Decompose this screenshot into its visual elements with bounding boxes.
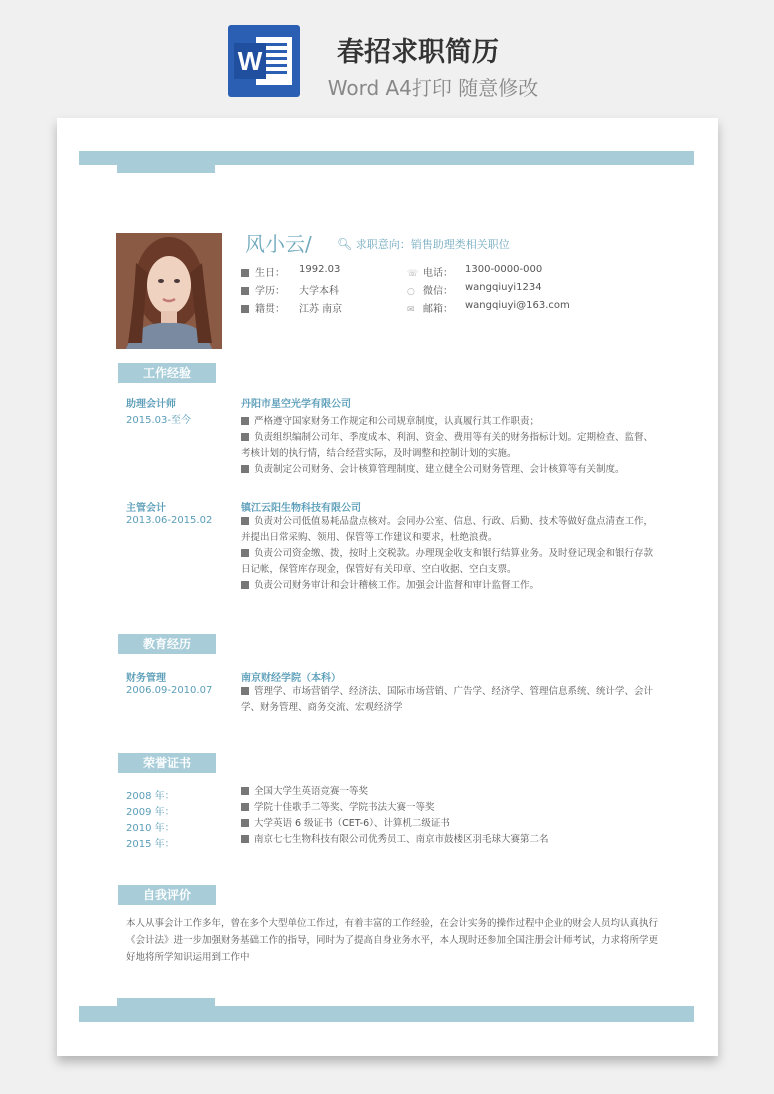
duty-item: 负责组织编制公司年、季度成本、利润、资金、费用等有关的财务指标计划。定期检查、监督、考核计划的执行情，结合经营实际，及时调整和控制计划的实施。 bbox=[241, 432, 654, 459]
honor-item: 大学英语 6 级证书（CET-6）、计算机二级证书 bbox=[241, 816, 661, 832]
job-role: 助理会计师 bbox=[126, 399, 176, 410]
honor-year: 2009 年： bbox=[126, 807, 175, 818]
info-birthday: 生日： 1992.03 bbox=[241, 264, 285, 279]
honor-year: 2015 年： bbox=[126, 839, 175, 850]
section-heading-education: 教育经历 bbox=[118, 634, 216, 654]
candidate-name: 风小云/ bbox=[245, 232, 312, 256]
edu-school: 南京财经学院（本科） bbox=[241, 673, 341, 684]
job-date: 2013.06-2015.02 bbox=[126, 515, 213, 526]
edu-date: 2006.09-2010.07 bbox=[126, 685, 213, 696]
job-company: 丹阳市星空光学有限公司 bbox=[241, 399, 351, 410]
info-hometown: 籍贯： 江苏 南京 bbox=[241, 300, 285, 315]
job-duties bbox=[241, 514, 661, 594]
job-role: 主管会计 bbox=[126, 503, 166, 514]
duty-item: 负责制定公司财务、会计核算管理制度、建立健全公司财务管理、会计核算等有关制度。 bbox=[241, 462, 661, 478]
duty-item: 负责公司资金缴、拨，按时上交税款。办理现金收支和银行结算业务。及时登记现金和银行存款日记帐，保管库存现金，保管好有关印章、空白收据、空白支票。 bbox=[241, 548, 654, 575]
search-icon: 🔍︎ bbox=[337, 237, 353, 251]
top-decor-tab bbox=[117, 165, 215, 173]
honor-item: 全国大学生英语竞赛一等奖 bbox=[241, 784, 661, 800]
mail-icon: ✉ bbox=[407, 305, 415, 315]
bottom-decor-bar bbox=[79, 1006, 694, 1022]
job-date: 2015.03-至今 bbox=[126, 415, 191, 426]
info-phone: ☏ 电话： 1300-0000-000 bbox=[407, 264, 543, 279]
honor-item: 学院十佳歌手二等奖、学院书法大赛一等奖 bbox=[241, 800, 661, 816]
job-duties bbox=[241, 414, 661, 478]
honor-list bbox=[241, 784, 661, 848]
duty-item: 严格遵守国家财务工作规定和公司规章制度，认真履行其工作职责； bbox=[241, 414, 661, 430]
page-title: 春招求职简历 bbox=[337, 37, 499, 68]
section-heading-work: 工作经验 bbox=[118, 363, 216, 383]
resume-paper bbox=[57, 118, 718, 1056]
duty-item: 负责公司财务审计和会计稽核工作。加强会计监督和审计监督工作。 bbox=[241, 578, 661, 594]
bullet-square bbox=[241, 269, 249, 277]
edu-major: 财务管理 bbox=[126, 673, 166, 684]
profile-photo bbox=[116, 233, 222, 349]
section-heading-honors: 荣誉证书 bbox=[118, 753, 216, 773]
page-subtitle: Word A4打印 随意修改 bbox=[327, 76, 539, 100]
honor-item: 南京七七生物科技有限公司优秀员工、南京市鼓楼区羽毛球大赛第二名 bbox=[241, 832, 661, 848]
word-icon bbox=[228, 25, 300, 97]
bullet-square bbox=[241, 305, 249, 313]
job-intent bbox=[337, 236, 510, 252]
honor-year: 2008 年： bbox=[126, 791, 175, 802]
info-email: ✉ 邮箱： wangqiuyi@163.com bbox=[407, 300, 570, 315]
self-evaluation-text: 本人从事会计工作多年，曾在多个大型单位工作过，有着丰富的工作经验，在会计实务的操作过程中企业的财会人员均认真执行《会计法》进一步加强财务基础工作的指导，同时为了提高自身业务水平，本人现时还参加全国注册会计师考试，力求将所学更好地将所学知识运用到工作中 bbox=[126, 918, 659, 963]
bullet-square bbox=[241, 287, 249, 295]
edu-courses: 管理学、市场营销学、经济法、国际市场营销、广告学、经济学、管理信息系统、统计学、会计学、财务管理、商务交流、宏观经济学 bbox=[241, 686, 654, 713]
duty-item: 负责对公司低值易耗品盘点核对。会同办公室、信息、行政、后勤、技术等做好盘点清查工作，并提出日常采购、领用、保管等工作建议和要求，杜绝浪费。 bbox=[241, 516, 654, 543]
honor-year: 2010 年： bbox=[126, 823, 175, 834]
info-education: 学历： 大学本科 bbox=[241, 282, 285, 297]
wechat-icon: ○ bbox=[407, 287, 415, 297]
bottom-decor-tab bbox=[117, 998, 215, 1006]
job-company: 镇江云阳生物科技有限公司 bbox=[241, 503, 361, 514]
top-decor-bar bbox=[79, 151, 694, 165]
info-wechat: ○ 微信： wangqiuyi1234 bbox=[407, 282, 542, 297]
section-heading-self: 自我评价 bbox=[118, 885, 216, 905]
phone-icon: ☏ bbox=[407, 269, 419, 279]
word-icon-letter: W bbox=[234, 43, 266, 79]
job-intent-text: 求职意向：销售助理类相关职位 bbox=[355, 238, 510, 251]
